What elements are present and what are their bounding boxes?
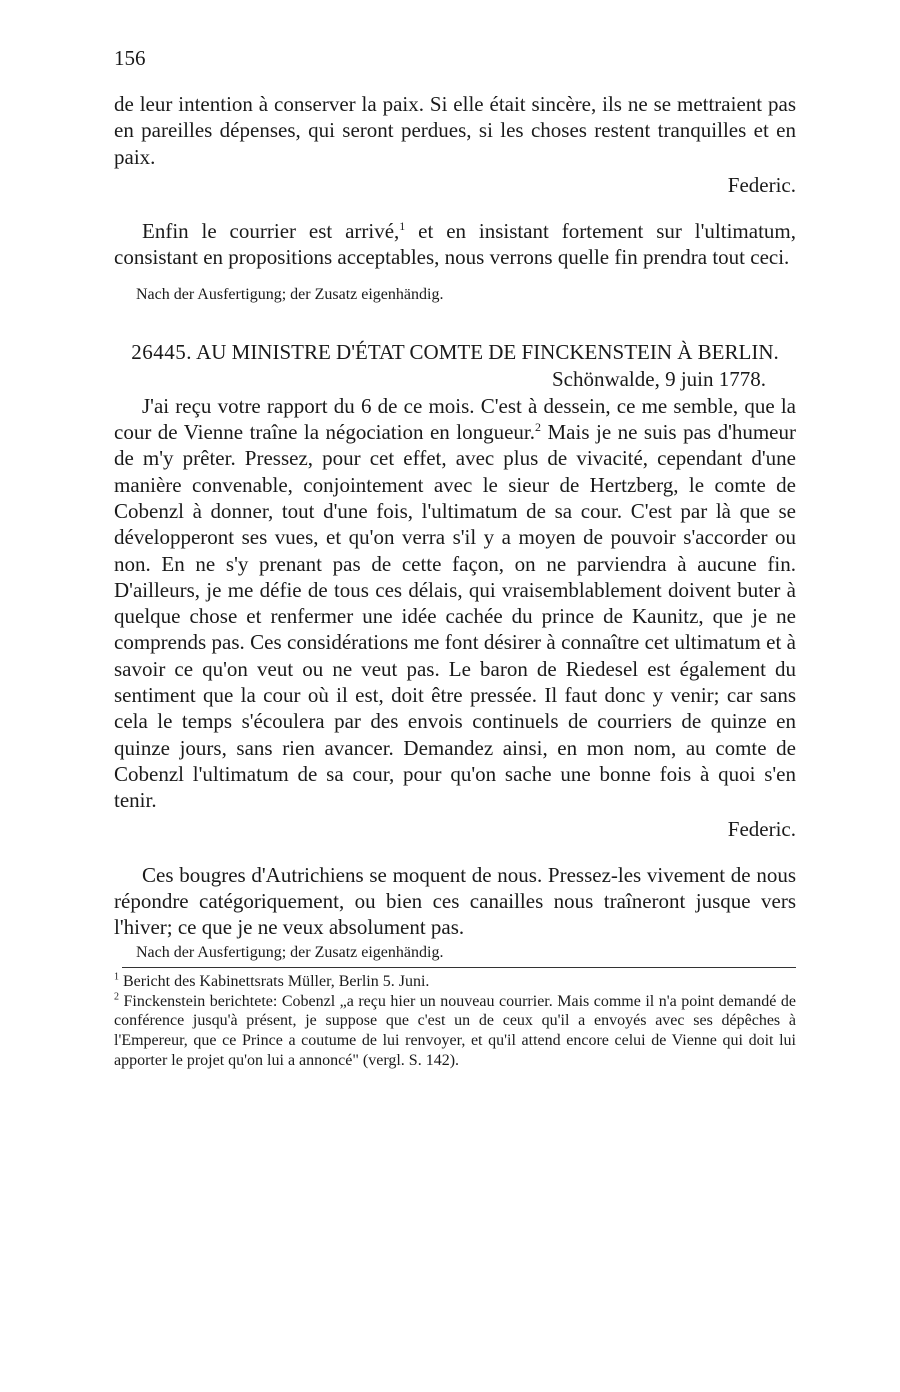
letter-signature: Federic. xyxy=(727,816,796,841)
footnote-text-2: Finckenstein berichtete: Cobenzl „a reçu hier un nouveau courrier. Mais comme il n'a point demandé de conférence jusqu'à présent, je suppose que c'est un de ceux qu'il a envoyés avec ses dépêches à l'Empereur, que ce Prince a coutume de lui renvoyer, et qu'il attend encore celui de Vienne qui doit lui apporter le projet qu'on lui a annoncé" (vergl. S. 142). xyxy=(114,992,797,1069)
footnote-1 xyxy=(114,972,796,992)
letter-body-a: J'ai reçu votre rapport du 6 de ce mois. C'est à dessein, ce me semble, que la cour de Vienne traîne la négociation en longueur. xyxy=(114,393,796,445)
footnote-text-1: Bericht des Kabinettsrats Müller, Berlin 5. Juni. xyxy=(123,972,430,990)
page-number: 156 xyxy=(114,46,146,70)
footnote-divider xyxy=(122,967,796,968)
postscript-1-text-b: et en insistant fortement sur l'ultimatum, consistant en propositions acceptables, nous verrons quelle fin prendra tout ceci. xyxy=(114,219,796,270)
letter-title: AU MINISTRE D'ÉTAT COMTE DE FINCKENSTEIN À BERLIN. xyxy=(196,339,779,364)
footnote-mark-2: 2 xyxy=(114,991,119,1003)
postscript-1-text-a: Enfin le courrier est arrivé, xyxy=(142,219,400,244)
footnote-2 xyxy=(114,992,796,1071)
letter-dateline: Schönwalde, 9 juin 1778. xyxy=(551,366,766,391)
letter-number: 26445. xyxy=(131,339,192,364)
top-paragraph: de leur intention à conserver la paix. Si elle était sincère, ils ne se mettraient pas en pareilles dépenses, qui seront perdues, si les choses restent tranquilles et en paix. xyxy=(114,92,796,169)
source-note-1: Nach der Ausfertigung; der Zusatz eigenhändig. xyxy=(136,285,444,303)
footnote-mark-1: 1 xyxy=(114,971,119,983)
signature-1: Federic. xyxy=(727,172,796,197)
letter-body-b: Mais je ne suis pas d'humeur de m'y prêter. Pressez, pour cet effet, avec plus de vivacité, cependant d'une manière convenable, conjointement avec le sieur de Hertzberg, le comte de Cobenzl à donner, tout d'une fois, l'ultimatum de sa cour. C'est par là que se développeront ses vues, et qu'on verra s'il y a moyen de pouvoir s'accorder ou non. En ne s'y prenant pas de cette façon, on ne parviendra à aucune fin. D'ailleurs, je me défie de tous ces délais, qui vraisemblablement doivent buter à quelque chose et renfermer une idée cachée du prince de Kaunitz, que je ne comprends pas. Ces considérations me font désirer à connaître cet ultimatum et à savoir ce qu'on veut ou ne veut pas. Le baron de Riedesel est également du sentiment que la cour où il est, doit être pressée. Il faut donc y venir; car sans cela le temps s'écoulera par des envois continuels de courriers de quinze en quinze jours, sans rien avancer. Demandez ainsi, en mon nom, au comte de Cobenzl l'ultimatum de sa cour, pour qu'on sache une bonne fois à quoi s'en tenir. xyxy=(114,420,796,813)
letter-heading xyxy=(114,339,796,365)
letter-body xyxy=(114,393,796,814)
footnote-ref-2: 2 xyxy=(535,420,542,435)
document-page xyxy=(114,46,796,1071)
letter-postscript: Ces bougres d'Autrichiens se moquent de nous. Pressez-les vivement de nous répondre catégoriquement, ou bien ces canailles nous traîneront jusque vers l'hiver; ce que je ne veux absolument pas. xyxy=(114,862,796,940)
footnote-ref-1: 1 xyxy=(399,219,406,234)
source-note-2: Nach der Ausfertigung; der Zusatz eigenhändig. xyxy=(136,943,444,961)
postscript-1 xyxy=(114,218,796,271)
